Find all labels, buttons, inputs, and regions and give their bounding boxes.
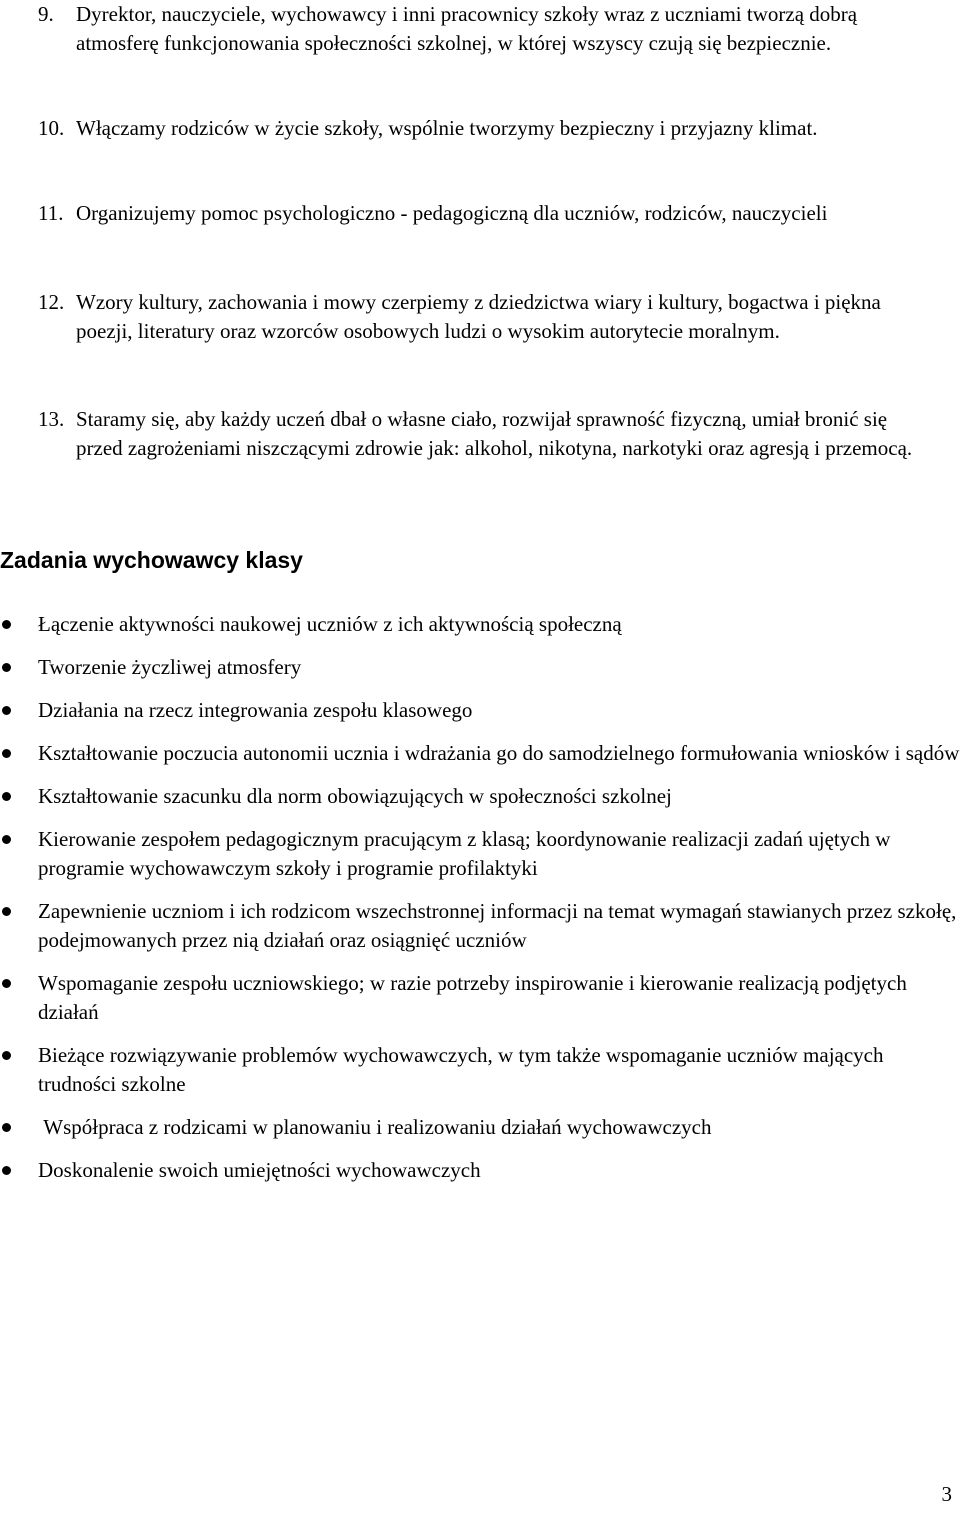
bullet-icon	[2, 1166, 11, 1175]
list-item	[0, 825, 960, 883]
list-item-text: Kierowanie zespołem pedagogicznym pracującym z klasą; koordynowanie realizacji zadań ujętych w programie wychowawczym szkoły i programie profilaktyki	[38, 827, 891, 880]
item-text: Organizujemy pomoc psychologiczno - pedagogiczną dla uczniów, rodziców, nauczycieli	[76, 201, 828, 225]
list-item-text: Działania na rzecz integrowania zespołu klasowego	[38, 698, 473, 722]
bullet-icon	[2, 1123, 11, 1132]
list-item	[0, 1041, 960, 1099]
bullet-icon	[2, 663, 11, 672]
item-text: Wzory kultury, zachowania i mowy czerpiemy z dziedzictwa wiary i kultury, bogactwa i piękna poezji, literatury oraz wzorców osobowych ludzi o wysokim autorytecie moralnym.	[76, 290, 881, 343]
list-item	[0, 1156, 960, 1185]
list-item-text: Kształtowanie poczucia autonomii ucznia i wdrażania go do samodzielnego formułowania wniosków i sądów	[38, 741, 960, 765]
item-number: 11.	[38, 201, 64, 225]
bullet-icon	[2, 835, 11, 844]
list-item-text: Współpraca z rodzicami w planowaniu i realizowaniu działań wychowawczych	[38, 1115, 712, 1139]
list-item-text: Doskonalenie swoich umiejętności wychowawczych	[38, 1158, 481, 1182]
item-number: 12.	[38, 290, 65, 314]
task-list	[0, 610, 960, 1199]
item-text: Staramy się, aby każdy uczeń dbał o własne ciało, rozwijał sprawność fizyczną, umiał bronić się przed zagrożeniami niszczącymi zdrowie jak: alkohol, nikotyna, narkotyki oraz agresją i przemocą.	[76, 407, 913, 460]
list-item-text: Łączenie aktywności naukowej uczniów z ich aktywnością społeczną	[38, 612, 622, 636]
item-number: 13.	[38, 407, 65, 431]
item-number: 10.	[38, 116, 65, 140]
list-item-text: Kształtowanie szacunku dla norm obowiązujących w społeczności szkolnej	[38, 784, 672, 808]
list-item	[0, 610, 960, 639]
bullet-icon	[2, 749, 11, 758]
bullet-icon	[2, 620, 11, 629]
list-item	[0, 739, 960, 768]
numbered-item-12	[38, 288, 938, 346]
numbered-item-11	[38, 199, 938, 228]
list-item	[0, 696, 960, 725]
list-item	[0, 969, 960, 1027]
bullet-icon	[2, 706, 11, 715]
list-item-text: Tworzenie życzliwej atmosfery	[38, 655, 302, 679]
bullet-icon	[2, 979, 11, 988]
page-number: 3	[941, 1482, 952, 1506]
list-item	[0, 1113, 960, 1142]
list-item	[0, 782, 960, 811]
bullet-icon	[2, 1051, 11, 1060]
item-text: Dyrektor, nauczyciele, wychowawcy i inni pracownicy szkoły wraz z uczniami tworzą dobrą atmosferę funkcjonowania społeczności szkolnej, w której wszyscy czują się bezpiecznie.	[76, 2, 858, 55]
numbered-item-13	[38, 405, 938, 463]
list-item-text: Wspomaganie zespołu uczniowskiego; w razie potrzeby inspirowanie i kierowanie realizacją podjętych działań	[38, 971, 907, 1024]
numbered-item-10	[38, 114, 938, 143]
list-item-text: Zapewnienie uczniom i ich rodzicom wszechstronnej informacji na temat wymagań stawianych przez szkołę, podejmowanych przez nią działań oraz osiągnięć uczniów	[38, 899, 957, 952]
list-item	[0, 653, 960, 682]
list-item-text: Bieżące rozwiązywanie problemów wychowawczych, w tym także wspomaganie uczniów mających trudności szkolne	[38, 1043, 884, 1096]
item-text: Włączamy rodziców w życie szkoły, wspólnie tworzymy bezpieczny i przyjazny klimat.	[76, 116, 818, 140]
section-heading: Zadania wychowawcy klasy	[0, 547, 303, 573]
list-item	[0, 897, 960, 955]
item-number: 9.	[38, 2, 54, 26]
bullet-icon	[2, 792, 11, 801]
bullet-icon	[2, 907, 11, 916]
numbered-item-9	[38, 0, 938, 58]
